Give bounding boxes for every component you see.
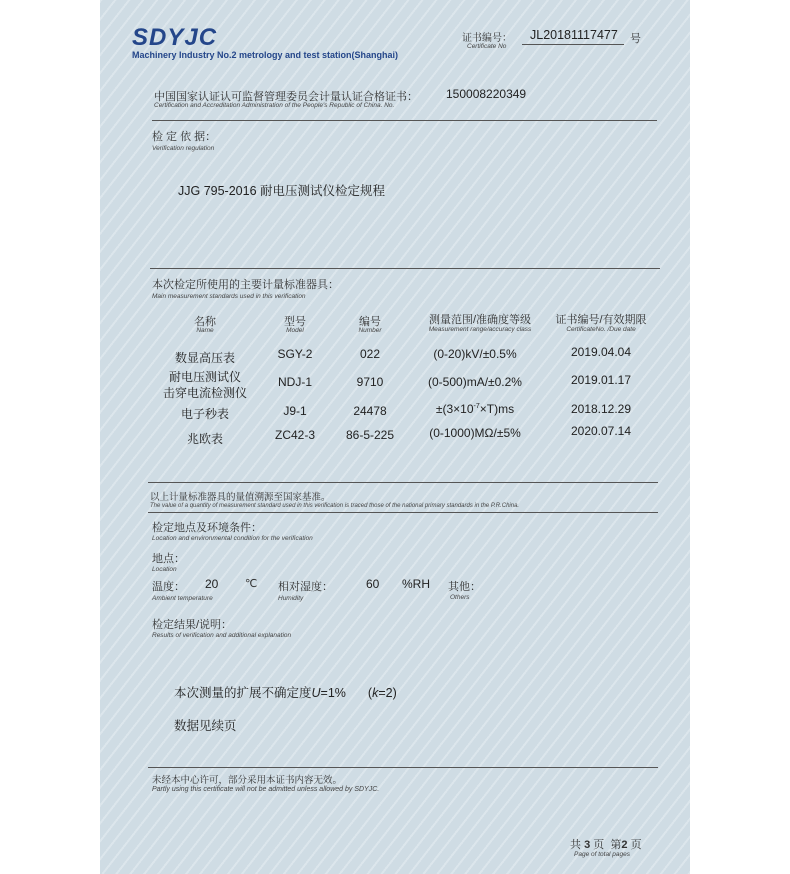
sdyjc-logo: SDYJC [132, 24, 218, 51]
accreditation-number: 150008220349 [446, 87, 527, 101]
uncertainty-statement [174, 683, 397, 701]
cert-no-underline [522, 44, 624, 45]
cert-number: JL20181117477 [530, 28, 618, 42]
standard-range: (0-1000)MΩ/±5% [429, 426, 521, 440]
standard-range: (0-500)mA/±0.2% [428, 375, 522, 389]
divider [148, 512, 658, 513]
range-suffix: ×T)ms [479, 402, 515, 416]
standards-label-en: Main measurement standards used in this verification [152, 293, 306, 300]
humidity-unit: %RH [402, 577, 431, 591]
col-header-model: 型号 [284, 316, 306, 328]
results-label-en: Results of verification and additional explanation [152, 632, 292, 639]
coverage-symbol: k [372, 686, 379, 700]
temperature-unit: ℃ [245, 578, 258, 590]
standard-number: 24478 [353, 404, 387, 418]
range-exponent: -7 [473, 403, 480, 410]
page-number: 2 [621, 839, 628, 851]
col-header-name: 名称 [194, 316, 216, 328]
location-label-en: Location [152, 566, 177, 573]
environment-label-en: Location and environmental condition for the verification [152, 535, 313, 542]
total-pages: 3 [584, 839, 591, 851]
environment-label: 检定地点及环境条件： [152, 522, 262, 534]
standard-name: 耐电压测试仪 [168, 370, 241, 384]
range-prefix: ±(3×10 [435, 402, 474, 416]
col-header-range-en: Measurement range/accuracy class [428, 326, 532, 333]
col-header-range: 测量范围/准确度等级 [428, 314, 532, 326]
coverage-value: =2) [378, 686, 397, 700]
cert-no-label-en: Certificate No [467, 43, 507, 50]
accreditation-label: 中国国家认证认可监督管理委员会计量认证合格证书： [154, 91, 418, 103]
org-name: Machinery Industry No.2 metrology and test station(Shanghai) [132, 50, 399, 60]
standard-number: 9710 [356, 375, 384, 389]
page-indicator-en: Page of total pages [574, 851, 631, 858]
standard-name: 数显高压表 [174, 351, 235, 365]
standard-name: 兆欧表 [186, 432, 223, 446]
divider [152, 120, 657, 121]
col-header-name-en: Name [196, 327, 214, 334]
standard-number: 022 [359, 347, 381, 361]
divider [150, 268, 660, 269]
temperature-label: 温度： [152, 581, 185, 593]
standard-range: (0-20)kV/±0.5% [433, 347, 517, 361]
standard-due: 2019.04.04 [570, 345, 632, 359]
divider [148, 767, 658, 768]
uncertainty-symbol: U [311, 686, 321, 700]
humidity-label-en: Humidity [278, 595, 304, 602]
standard-due: 2019.01.17 [570, 373, 632, 387]
results-label: 检定结果/说明： [152, 619, 233, 631]
others-label-en: Others [450, 594, 470, 601]
standard-model: J9-1 [283, 404, 307, 418]
humidity-label: 相对湿度： [278, 581, 333, 593]
basis-label: 检 定 依 据： [152, 131, 217, 143]
col-header-number: 编号 [359, 316, 381, 328]
page-text: 共 [570, 839, 581, 851]
others-label: 其他： [448, 581, 481, 593]
col-header-model-en: Model [286, 327, 304, 334]
col-header-due-en: CertificateNo. /Due date [566, 326, 636, 333]
footer-note: 未经本中心许可，部分采用本证书内容无效。 [152, 775, 343, 786]
page-indicator [570, 836, 642, 852]
standard-due: 2020.07.14 [570, 424, 632, 438]
certificate-page [100, 0, 690, 874]
standard-model: NDJ-1 [277, 375, 312, 389]
accreditation-label-en: Certification and Accreditation Administration of the People's Republic of China. No. [154, 102, 395, 109]
basis-label-en: Verification regulation [152, 145, 215, 152]
standard-name: 电子秒表 [180, 407, 229, 421]
traceability-note-en: The value of a quantity of measurement standard used in this verification is traced those of the national primary standards in the P.R.China. [150, 503, 520, 509]
col-header-number-en: Number [358, 327, 382, 334]
cert-no-suffix: 号 [630, 33, 641, 45]
regulation-text: JJG 795-2016 耐电压测试仪检定规程 [178, 184, 385, 198]
location-label: 地点： [152, 553, 185, 565]
standards-label: 本次检定所使用的主要计量标准器具： [152, 279, 339, 291]
page-text: 页 [593, 839, 605, 851]
col-header-due: 证书编号/有效期限 [555, 314, 647, 326]
page-text: 第 [610, 839, 622, 851]
standard-model: ZC42-3 [274, 428, 315, 442]
humidity-value: 60 [366, 577, 380, 591]
coverage-open: ( [367, 686, 373, 700]
data-continued-note: 数据见续页 [174, 719, 237, 733]
uncertainty-value: =1% [320, 686, 346, 700]
page-text: 页 [630, 839, 642, 851]
divider [148, 482, 658, 483]
standard-number: 86-5-225 [345, 428, 395, 442]
standard-due: 2018.12.29 [570, 402, 632, 416]
temperature-label-en: Ambient temperature [152, 595, 213, 602]
standard-model: SGY-2 [277, 347, 313, 361]
cert-no-label: 证书编号： [462, 33, 512, 44]
footer-note-en: Partly using this certificate will not be admitted unless allowed by SDYJC. [152, 786, 380, 793]
standard-name-line2: 击穿电流检测仪 [162, 386, 247, 400]
standard-range [400, 402, 550, 416]
traceability-note: 以上计量标准器具的量值溯源至国家基准。 [150, 492, 331, 503]
temperature-value: 20 [205, 577, 219, 591]
uncertainty-text: 本次测量的扩展不确定度 [174, 686, 312, 700]
